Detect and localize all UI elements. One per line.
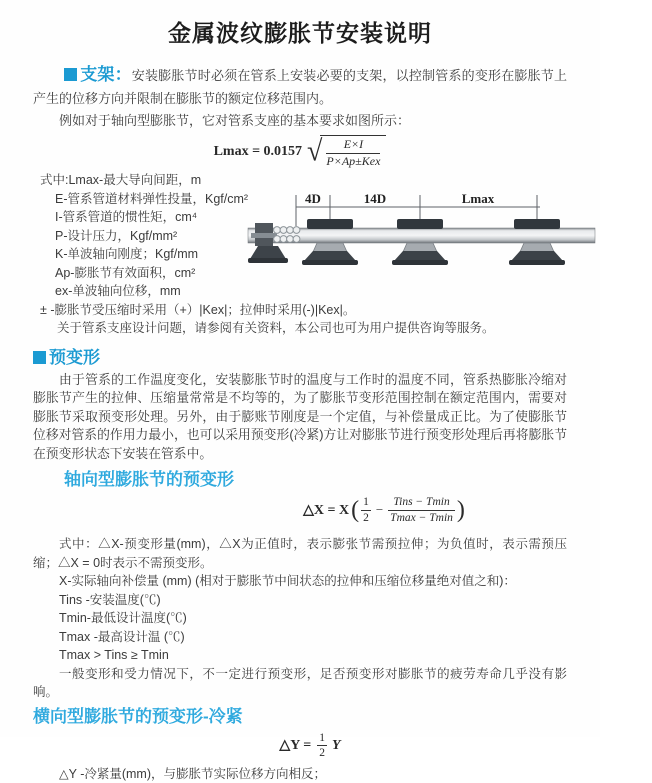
dim-label-lmax: Lmax — [461, 191, 495, 206]
half-numerator: 1 — [317, 731, 327, 746]
half-denominator: 2 — [363, 511, 369, 524]
definition-line: K-单波轴向刚度；Kgf/mm — [55, 247, 199, 261]
lateral-subsection-heading: 横向型膨胀节的预变形-冷紧 — [33, 706, 243, 726]
close-paren: ) — [456, 496, 465, 523]
lmax-formula-lhs: Lmax = 0.0157 — [213, 144, 303, 159]
lateral-note-line: △Y -冷紧量(mm)，与膨胀节实际位移方向相反； — [59, 766, 327, 781]
support-intro-paragraph — [33, 64, 567, 110]
radical-fraction — [320, 135, 386, 169]
note-line: 式中：△X-预变形量(mm)，△X为正值时，表示膨张节需预拉伸；为负值时，表示需预压缩；△X = 0时表示不需预变形。 — [33, 537, 567, 570]
note-line: X-实际轴向补偿量 (mm) (相对于膨胀节中间状态的拉伸和压缩位移量绝对值之和)： — [59, 574, 516, 588]
radical-sign: √ — [307, 135, 323, 168]
one-half-fraction — [361, 495, 371, 525]
section-square-icon — [64, 68, 77, 81]
dim-label-4d: 4D — [305, 191, 321, 206]
consulting-note-line: 关于管系支座设计问题，请参阅有关资料，本公司也可为用户提供咨询等服务。 — [57, 321, 495, 335]
support-example-line: 例如对于轴向型膨胀节，它对管系支座的基本要求如图所示： — [59, 113, 411, 128]
predeform-section-heading — [33, 343, 567, 368]
dim-label-14d: 14D — [363, 191, 387, 206]
open-paren: ( — [351, 496, 360, 523]
lateral-formula-lhs: △Y = — [279, 738, 312, 753]
definition-line: 式中:Lmax-最大导向间距，m — [40, 173, 202, 187]
half-numerator: 1 — [361, 495, 371, 510]
fraction-denominator: P×Ap±Kex — [326, 154, 381, 168]
note-line: Tmin-最低设计温度(℃) — [59, 611, 187, 625]
axial-notes-list — [33, 535, 567, 702]
lateral-coldtight-formula — [43, 731, 577, 761]
axial-formula-lhs: △X = X — [303, 502, 350, 518]
note-line: Tmax -最高设计温 (℃) — [59, 629, 185, 644]
definition-line: Ap-膨胀节有效面积，cm² — [55, 265, 196, 280]
support-spacing-diagram — [244, 190, 598, 290]
minus-operator: − — [375, 502, 384, 517]
note-line: Tins -安装温度(℃) — [59, 592, 161, 607]
definition-line: E-管系管道材料弹性投量，Kgf/cm² — [55, 191, 249, 206]
note-line: 一般变形和受力情况下，不一定进行预变形，足否预变形对膨胀节的疲劳寿命几乎没有影响。 — [33, 666, 567, 699]
support-intro-text: 安装膨胀节时必须在管系上安装必要的支架，以控制管系的变形在膨胀节上产生的位移方向并限制在膨胀节的额定位移范围内。 — [33, 68, 567, 106]
axial-predeform-formula — [118, 493, 652, 527]
page-title: 金属波纹膨胀节安装说明 — [168, 20, 432, 46]
support-section-heading: 支架： — [80, 65, 132, 84]
temperature-fraction — [388, 495, 455, 525]
note-line: Tmax > Tins ≥ Tmin — [59, 648, 169, 662]
definition-line: ± -膨胀节受压缩时采用（+）|Kex|；拉伸时采用(-)|Kex|。 — [40, 302, 356, 317]
lateral-formula-rhs: Y — [332, 737, 341, 753]
fraction-numerator: E×I — [326, 137, 380, 154]
axial-subsection-heading: 轴向型膨胀节的预变形 — [64, 470, 234, 489]
definition-line: P-设计压力，Kgf/mm² — [55, 228, 178, 243]
lmax-formula — [33, 136, 567, 168]
predeform-paragraph: 由于管系的工作温度变化，安装膨胀节时的温度与工作时的温度不同，管系热膨胀冷缩对膨胀节产生的拉伸、压缩量常常是不均等的，为了膨胀节变形范围控制在额定范围内，需要对膨胀节采取预变形处理。另外，由于膨账节刚度是一个定值，与补偿量成正比。为了使膨胀节位移对管系的作用力最小，也可以采用预变形(冷紧)方让对膨胀节进行预变形处理后再将膨胀节在预变形状态下安装在管系中。 — [33, 371, 567, 461]
definition-line: ex-单波轴向位移，mm — [55, 284, 181, 298]
temp-numerator: Tins − Tmin — [388, 495, 455, 510]
temp-denominator: Tmax − Tmin — [390, 511, 453, 524]
one-half-fraction — [317, 731, 327, 761]
definition-line: I-管系管道的惯性矩，cm⁴ — [55, 210, 198, 224]
predeform-heading-text: 预变形 — [49, 347, 100, 367]
section-square-icon — [33, 351, 46, 364]
half-denominator: 2 — [319, 747, 326, 759]
